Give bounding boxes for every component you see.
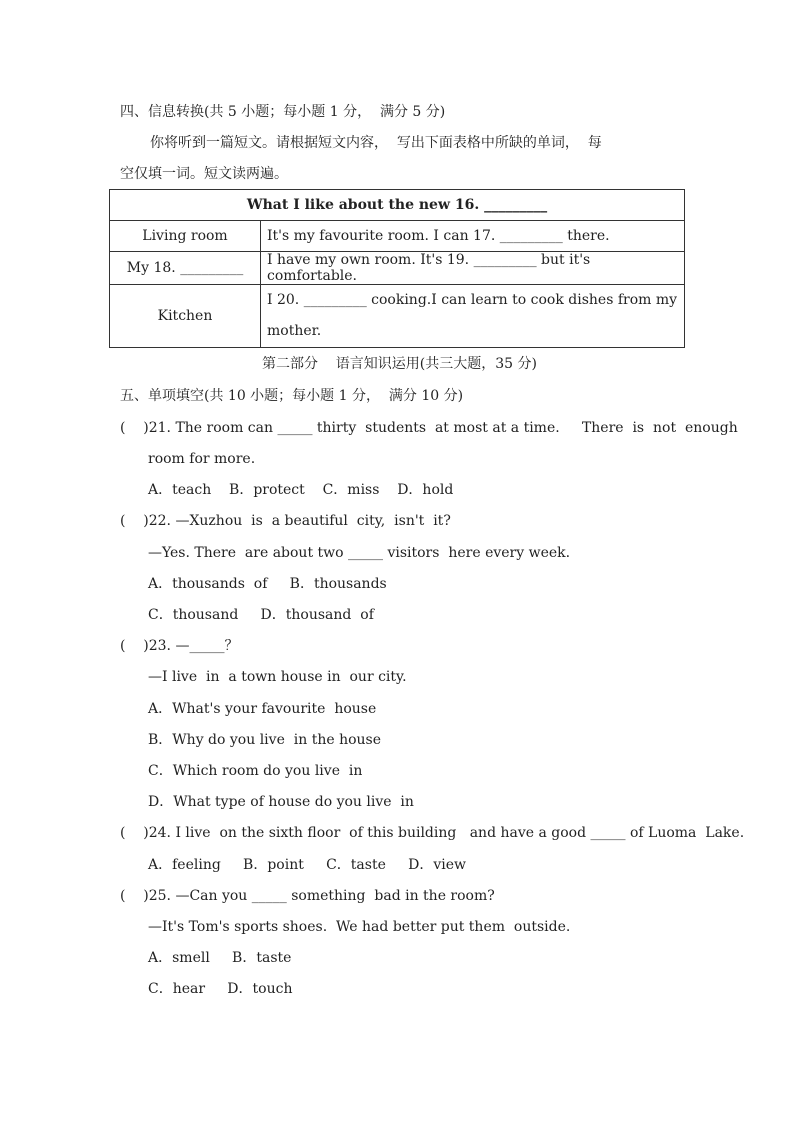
q23-option-c: C．Which room do you live in bbox=[148, 763, 363, 779]
table-cell-left: My 18. _________ bbox=[110, 252, 261, 285]
q22-reply: —Yes. There are about two _____ visitors here every week. bbox=[148, 545, 571, 561]
q22-options-2: C．thousand D．thousand of bbox=[148, 607, 374, 623]
table-cell-right: I have my own room. It's 19. _________ but it's comfortable. bbox=[261, 252, 685, 285]
q22-stem: ( )22. —Xuzhou is a beautiful city, isn't it? bbox=[120, 513, 451, 529]
table-cell-right bbox=[261, 285, 685, 348]
q21-stem: ( )21. The room can _____ thirty students at most at a time. There is not enough bbox=[120, 420, 738, 436]
q21-stem-cont: room for more. bbox=[148, 451, 256, 467]
q24-stem: ( )24. I live on the sixth floor of this building and have a good _____ of Luoma Lake. bbox=[120, 825, 745, 841]
q21-options: A．teach B．protect C．miss D．hold bbox=[148, 482, 454, 498]
section4-instruction-line1: 你将听到一篇短文。请根据短文内容， 写出下面表格中所缺的单词， 每 bbox=[150, 135, 602, 151]
q25-options-1: A．smell B．taste bbox=[148, 950, 292, 966]
q23-option-a: A．What's your favourite house bbox=[148, 701, 377, 717]
table-cell-right-line2: mother. bbox=[267, 323, 322, 339]
info-transfer-table bbox=[109, 189, 685, 348]
q24-options: A．feeling B．point C．taste D．view bbox=[148, 857, 467, 873]
section4-instruction-line2: 空仅填一词。短文读两遍。 bbox=[120, 166, 288, 182]
table-cell-right-line1: I 20. _________ cooking.I can learn to cook dishes from my bbox=[267, 292, 678, 308]
section4-heading: 四、信息转换(共 5 小题；每小题 1 分， 满分 5 分) bbox=[120, 104, 446, 120]
q22-options-1: A．thousands of B．thousands bbox=[148, 576, 387, 592]
q23-option-b: B．Why do you live in the house bbox=[148, 732, 382, 748]
q23-option-d: D．What type of house do you live in bbox=[148, 794, 414, 810]
table-cell-right: It's my favourite room. I can 17. _________ there. bbox=[261, 221, 685, 252]
q23-stem: ( )23. —_____？ bbox=[120, 638, 239, 654]
q25-stem: ( )25. —Can you _____ something bad in the room? bbox=[120, 888, 495, 904]
q25-reply: —It's Tom's sports shoes. We had better put them outside. bbox=[148, 919, 571, 935]
table-cell-left: Kitchen bbox=[110, 285, 261, 348]
q25-options-2: C．hear D．touch bbox=[148, 981, 293, 997]
table-row bbox=[110, 252, 685, 285]
table-cell-left: Living room bbox=[110, 221, 261, 252]
section5-heading: 五、单项填空(共 10 小题；每小题 1 分， 满分 10 分) bbox=[120, 388, 464, 404]
q23-reply: —I live in a town house in our city. bbox=[148, 669, 407, 685]
table-row bbox=[110, 221, 685, 252]
table-row bbox=[110, 285, 685, 348]
table-title: What I like about the new 16. _________ bbox=[110, 190, 685, 221]
part2-heading: 第二部分 语言知识运用(共三大题，35 分) bbox=[262, 356, 537, 372]
